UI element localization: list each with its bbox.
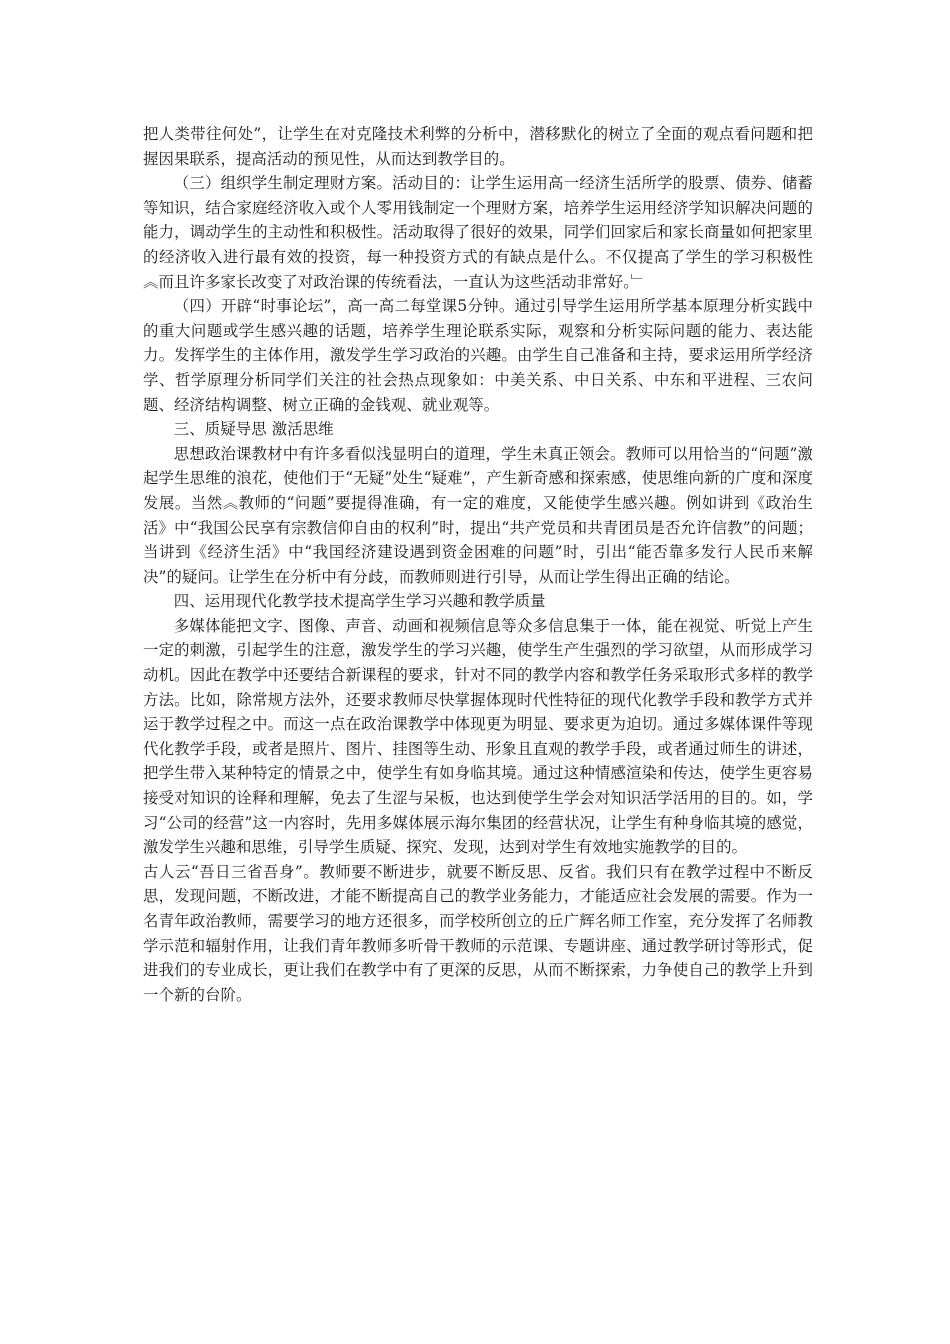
section-heading-4: 四、运用现代化教学技术提高学生学习兴趣和教学质量: [173, 592, 546, 611]
paragraph-3: （四）开辟“时事论坛”，高一高二每堂课5分钟。通过引导学生运用所学基本原理分析实践中的重大问题或学生感兴趣的话题，培养学生理论联系实际，观察和分析实际问题的能力、表达能力。发挥学生的主体作用，激发学生学习政治的兴趣。由学生自己准备和主持，要求运用所学经济学、哲学原理分析同学们关注的社会热点现象如：中美关系、中日关系、中东和平进程、三农问题、经济结构调整、树立正确的金钱观、就业观等。: [143, 297, 813, 414]
paragraph-1: 把人类带往何处”，让学生在对克隆技术利弊的分析中，潜移默化的树立了全面的观点看问题和把握因果联系，提高活动的预见性，从而达到教学目的。: [143, 125, 813, 168]
document-body: [143, 122, 813, 1007]
paragraph-6: 古人云“吾日三省吾身”。教师要不断进步，就要不断反思、反省。我们只有在教学过程中不断反思，发现问题，不断改进，才能不断提高自己的教学业务能力，才能适应社会发展的需要。作为一名青年政治教师，需要学习的地方还很多，而学校所创立的丘广辉名师工作室，充分发挥了名师教学示范和辐射作用，让我们青年教师多听骨干教师的示范课、专题讲座、通过教学研讨等形式，促进我们的专业成长，更让我们在教学中有了更深的反思，从而不断探索，力争使自己的教学上升到一个新的台阶。: [143, 862, 813, 1004]
section-heading-3: 三、质疑导思 激活思维: [173, 420, 334, 439]
paragraph-2: （三）组织学生制定理财方案。活动目的：让学生运用高一经济生活所学的股票、债券、储蓄等知识，结合家庭经济收入或个人零用钱制定一个理财方案，培养学生运用经济学知识解决问题的能力，调动学生的主动性和积极性。活动取得了很好的效果，同学们回家后和家长商量如何把家里的经济收入进行最有效的投资，每一种投资方式的有缺点是什么。不仅提高了学生的学习积极性︽而且许多家长改变了对政治课的传统看法，一直认为这些活动非常好。﹂: [143, 174, 813, 291]
paragraph-4: 思想政治课教材中有许多看似浅显明白的道理，学生未真正领会。教师可以用恰当的“问题”激起学生思维的浪花，使他们于“无疑”处生“疑难”，产生新奇感和探索感，使思维向新的广度和深度发展。当然︽教师的“问题”要提得准确，有一定的难度，又能使学生感兴趣。例如讲到《政治生活》中“我国公民享有宗教信仰自由的权利”时，提出“共产党员和共青团员是否允许信教”的问题；当讲到《经济生活》中“我国经济建设遇到资金困难的问题”时，引出“能否靠多发行人民币来解决”的疑问。让学生在分析中有分歧，而教师则进行引导，从而让学生得出正确的结论。: [143, 444, 813, 586]
paragraph-5: 多媒体能把文字、图像、声音、动画和视频信息等众多信息集于一体，能在视觉、听觉上产生一定的刺激，引起学生的注意，激发学生的学习兴趣，使学生产生强烈的学习欲望，从而形成学习动机。因此在教学中还要结合新课程的要求，针对不同的教学内容和教学任务采取形式多样的教学方法。比如，除常规方法外，还要求教师尽快掌握体现时代性特征的现代化教学手段和教学方式并运于教学过程之中。而这一点在政治课教学中体现更为明显、要求更为迫切。通过多媒体课件等现代化教学手段，或者是照片、图片、挂图等生动、形象且直观的教学手段，或者通过师生的讲述，把学生带入某种特定的情景之中，使学生有如身临其境。通过这种情感渲染和传达，使学生更容易接受对知识的诠释和理解，免去了生涩与呆板，也达到使学生学会对知识活学活用的目的。如，学习“公司的经营”这一内容时，先用多媒体展示海尔集团的经营状况，让学生有种身临其境的感觉，激发学生兴趣和思维，引导学生质疑、探究、发现，达到对学生有效地实施教学的目的。: [143, 616, 813, 857]
